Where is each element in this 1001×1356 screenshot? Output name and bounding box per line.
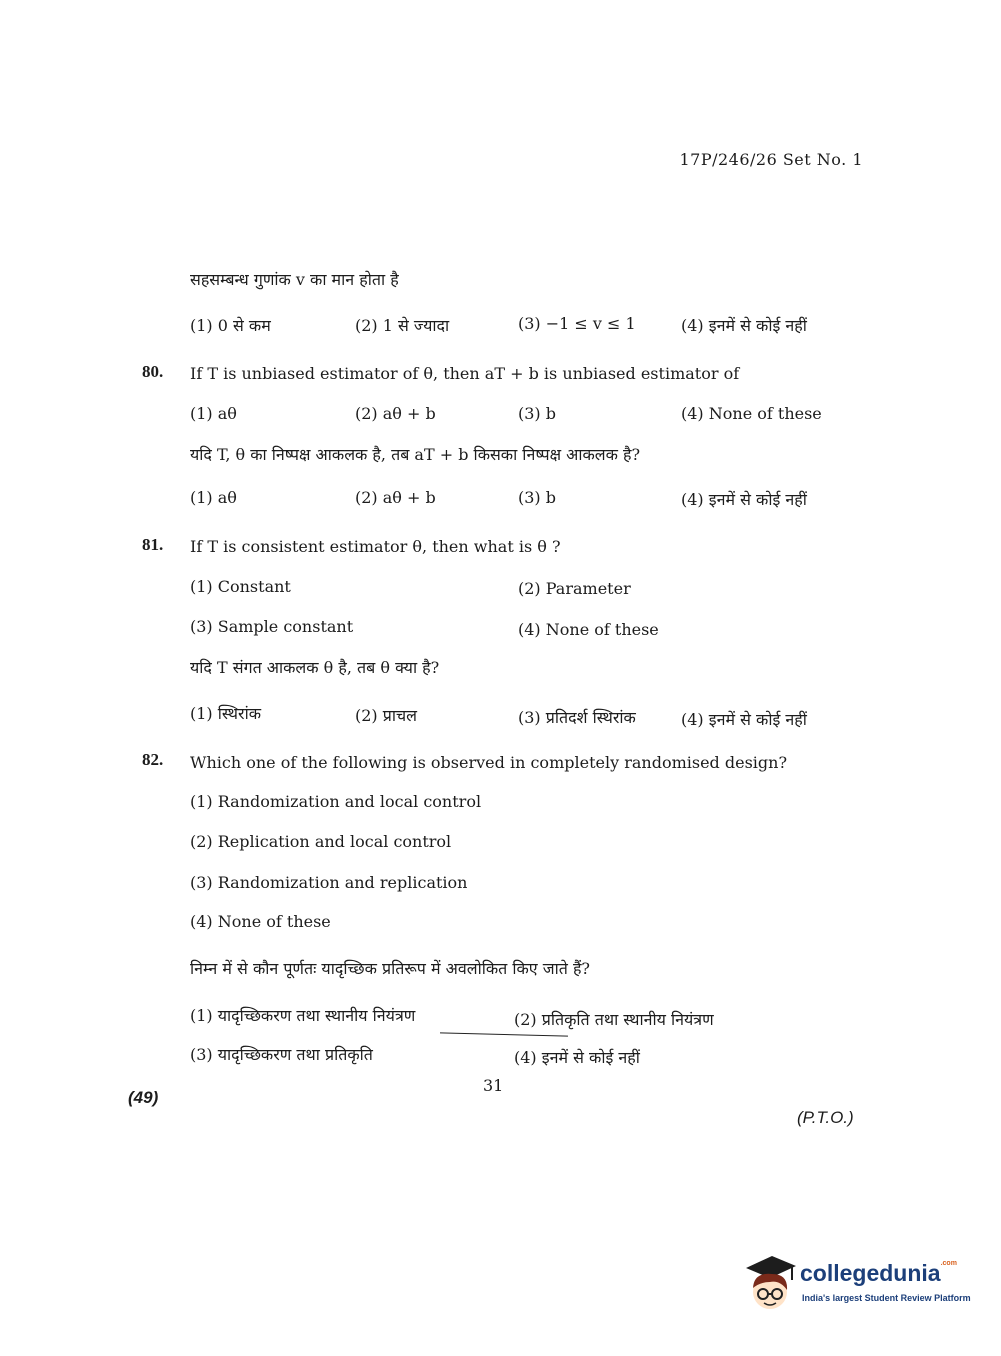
q80-hindi-option-4: (4) इनमें से कोई नहीं — [681, 490, 807, 509]
q80-option-2: (2) aθ + b — [355, 404, 436, 423]
q80-option-1: (1) aθ — [190, 404, 237, 423]
q81-option-3: (3) Sample constant — [190, 617, 354, 636]
q81-hindi-stem: यदि T संगत आकलक θ है, तब θ क्या है? — [190, 658, 440, 677]
q82-option-2: (2) Replication and local control — [190, 832, 452, 851]
q81-option-2: (2) Parameter — [518, 579, 631, 598]
page-number: 31 — [483, 1076, 504, 1095]
q79-option-4: (4) इनमें से कोई नहीं — [681, 316, 807, 335]
q82-hindi-stem: निम्न में से कौन पूर्णतः यादृच्छिक प्रतिरूप में अवलोकित किए जाते हैं? — [190, 959, 591, 978]
q80-stem: If T is unbiased estimator of θ, then aT + b is unbiased estimator of — [190, 364, 740, 383]
q82-hindi-option-3: (3) यादृच्छिकरण तथा प्रतिकृति — [190, 1045, 373, 1064]
q82-option-1: (1) Randomization and local control — [190, 792, 482, 811]
q81-option-1: (1) Constant — [190, 577, 291, 596]
pto-label: (P.T.O.) — [797, 1108, 854, 1127]
logo-wordmark: collegedunia$^{.com}$ — [800, 1260, 957, 1286]
q82-number: 82. — [142, 750, 164, 769]
q80-hindi-option-2: (2) aθ + b — [355, 488, 436, 507]
footer-code: (49) — [128, 1088, 159, 1107]
q81-stem: If T is consistent estimator θ, then what is θ ? — [190, 537, 561, 556]
q82-option-4: (4) None of these — [190, 912, 331, 931]
q79-option-1: (1) 0 से कम — [190, 316, 271, 335]
paper-code: 17P/246/26 Set No. 1 — [679, 150, 863, 169]
q80-option-4: (4) None of these — [681, 404, 822, 423]
q81-option-4: (4) None of these — [518, 620, 659, 639]
q80-option-3: (3) b — [518, 404, 556, 423]
q81-hindi-option-3: (3) प्रतिदर्श स्थिरांक — [518, 708, 636, 727]
q81-hindi-option-1: (1) स्थिरांक — [190, 704, 261, 723]
q82-option-3: (3) Randomization and replication — [190, 873, 468, 892]
q79-hindi-stem: सहसम्बन्ध गुणांक v का मान होता है — [190, 270, 399, 289]
q80-hindi-option-3: (3) b — [518, 488, 556, 507]
q79-option-3: (3) −1 ≤ v ≤ 1 — [518, 314, 636, 333]
q81-hindi-option-2: (2) प्राचल — [355, 706, 418, 725]
q79-option-2: (2) 1 से ज्यादा — [355, 316, 450, 335]
pen-stroke — [440, 1032, 568, 1036]
q82-stem: Which one of the following is observed in completely randomised design? — [190, 753, 788, 772]
q80-hindi-option-1: (1) aθ — [190, 488, 237, 507]
collegedunia-logo — [742, 1250, 972, 1316]
q80-number: 80. — [142, 362, 164, 381]
q82-hindi-option-1: (1) यादृच्छिकरण तथा स्थानीय नियंत्रण — [190, 1006, 416, 1025]
q80-hindi-stem: यदि T, θ का निष्पक्ष आकलक है, तब aT + b किसका निष्पक्ष आकलक है? — [190, 445, 641, 464]
mascot-icon — [742, 1250, 798, 1314]
logo-tagline: India's largest Student Review Platform — [802, 1293, 971, 1303]
q81-hindi-option-4: (4) इनमें से कोई नहीं — [681, 710, 807, 729]
q82-hindi-option-2: (2) प्रतिकृति तथा स्थानीय नियंत्रण — [514, 1010, 714, 1029]
q82-hindi-option-4: (4) इनमें से कोई नहीं — [514, 1048, 640, 1067]
q81-number: 81. — [142, 535, 164, 554]
